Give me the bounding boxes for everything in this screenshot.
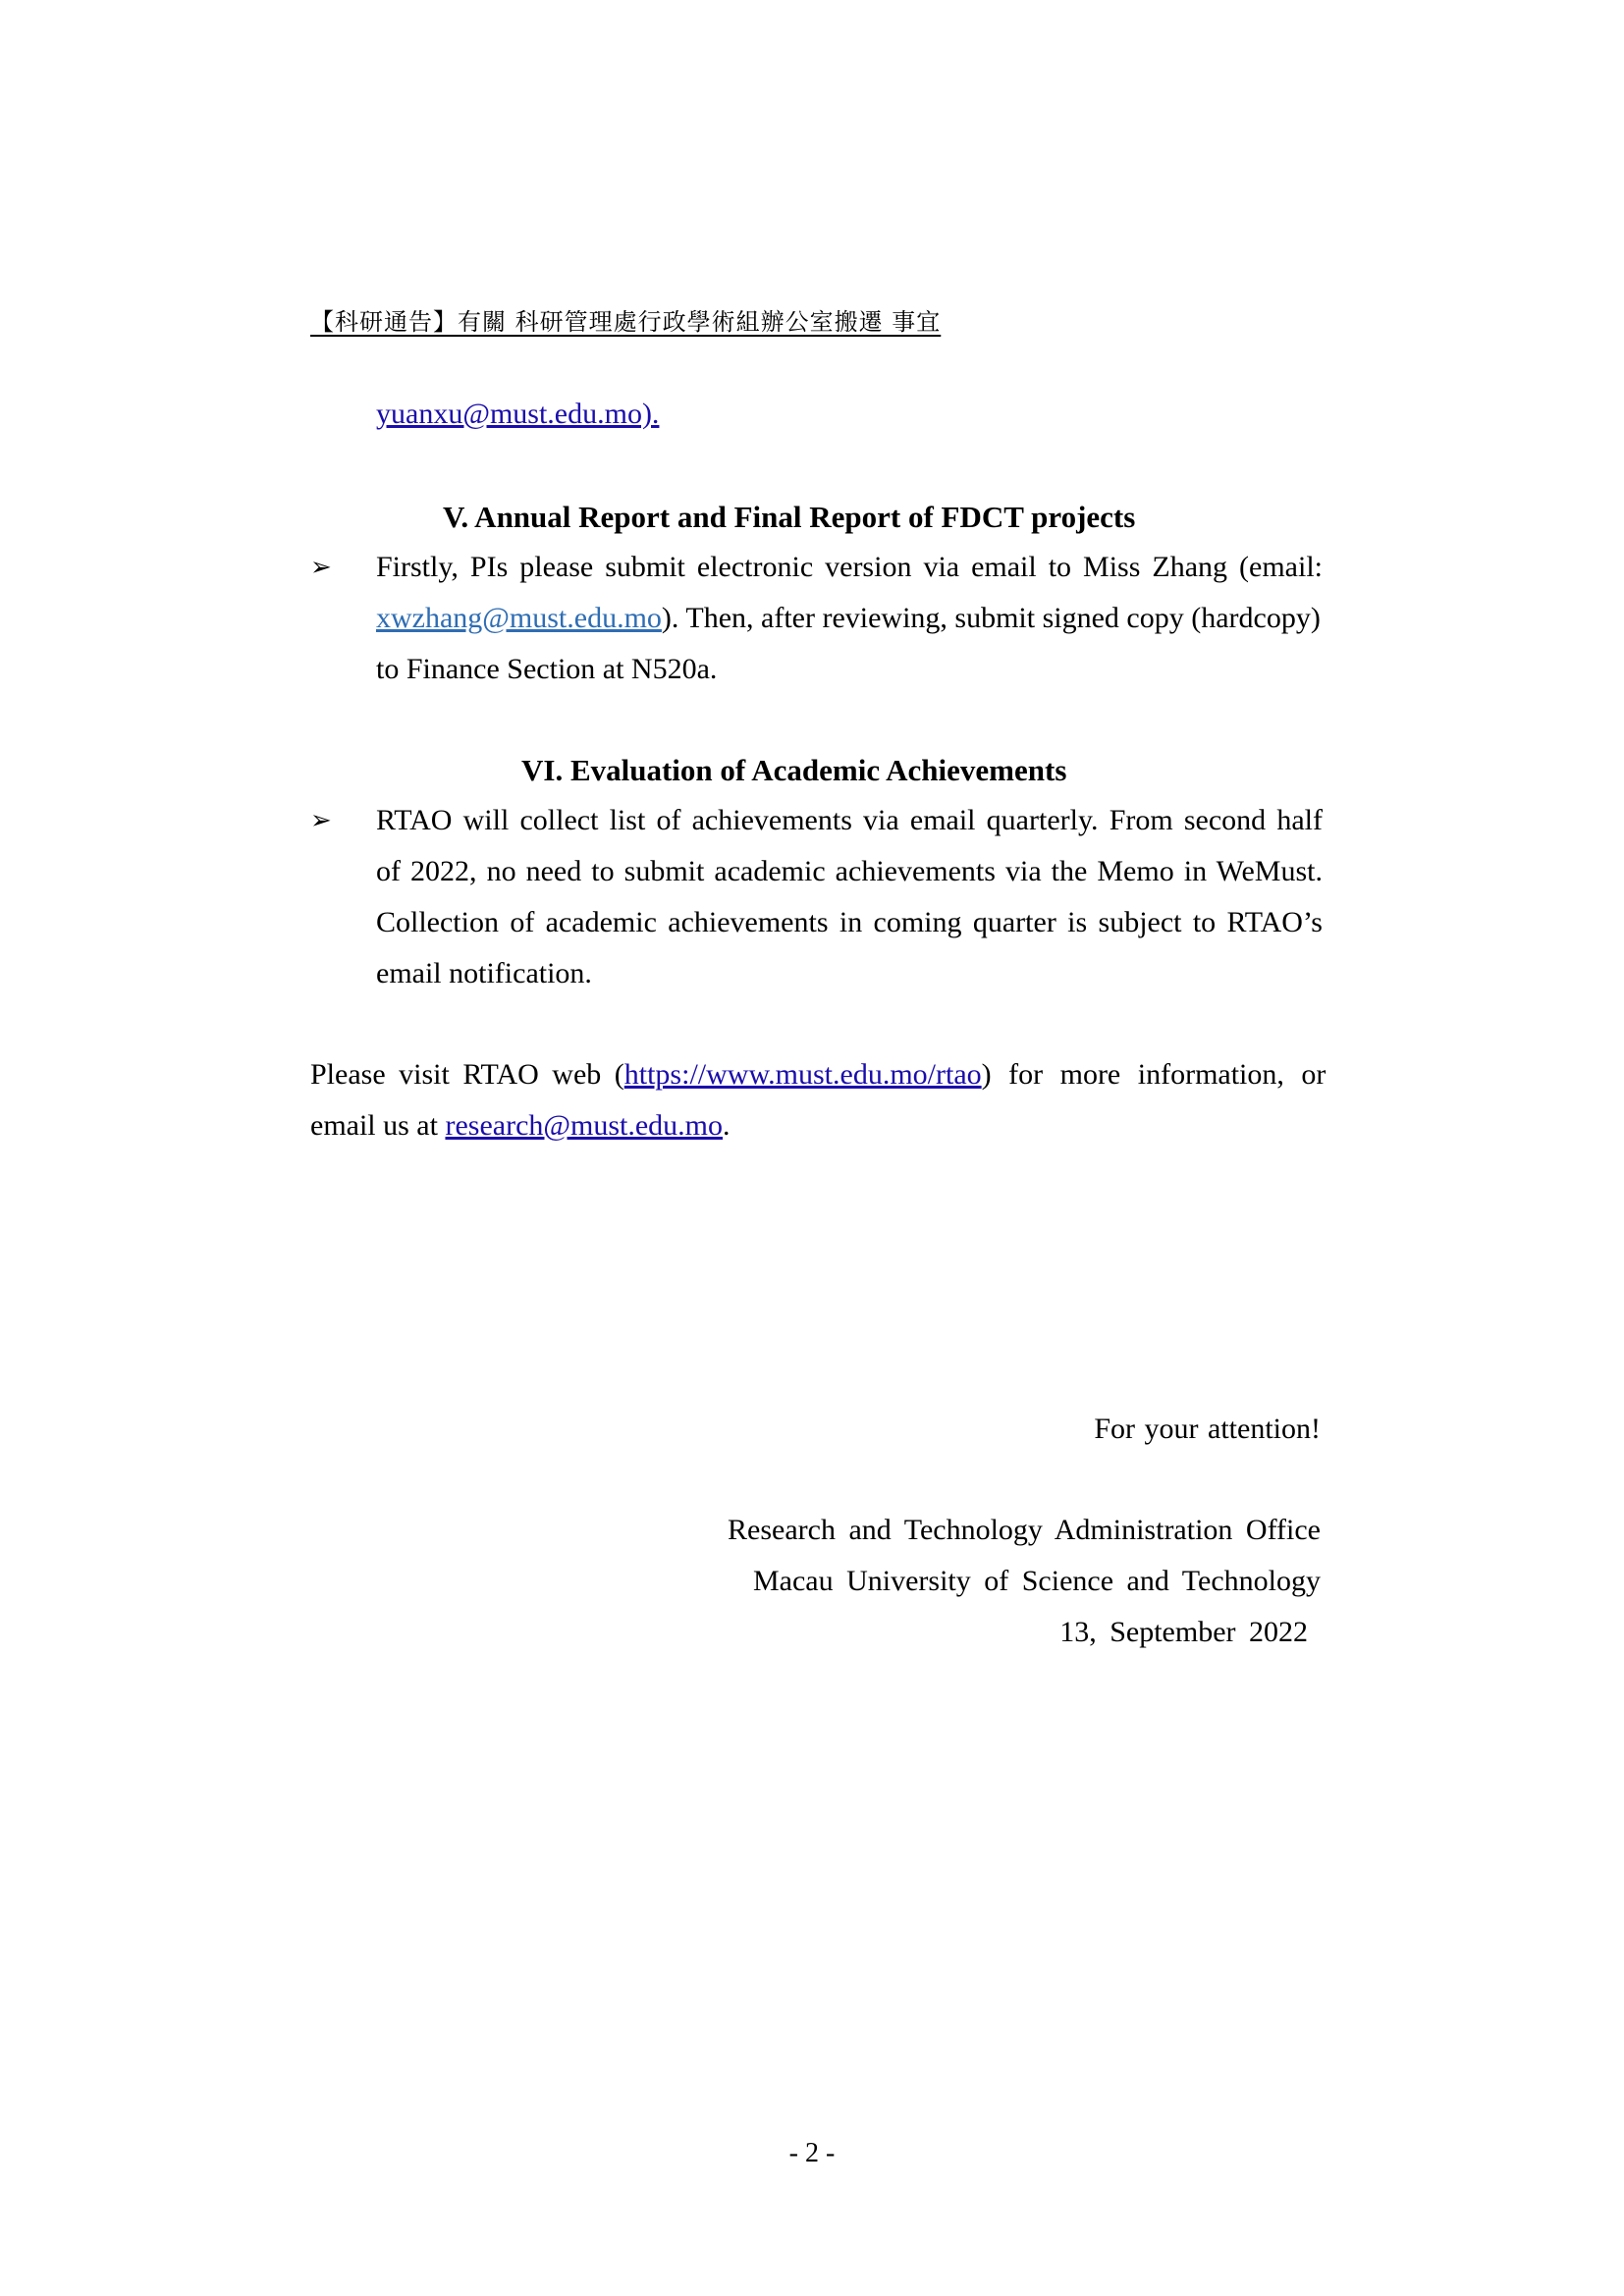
contact-line-1 [310, 1055, 1326, 1095]
section-6-line-2: of 2022, no need to submit academic achievements via the Memo in WeMust. [376, 855, 1323, 887]
closing-university: Macau University of Science and Technology [752, 1565, 1321, 1597]
continued-email-line [376, 395, 659, 434]
page-number: - 2 - [788, 2138, 836, 2168]
contact-email-suffix: . [723, 1109, 731, 1142]
contact-line-2 [310, 1106, 731, 1146]
section-6-heading: VI. Evaluation of Academic Achievements [521, 753, 1067, 787]
section-5-line-3: to Finance Section at N520a. [376, 653, 718, 685]
section-6-line-3: Collection of academic achievements in coming quarter is subject to RTAO’s [376, 906, 1323, 938]
contact-text-after-url: ) for more information, or [981, 1058, 1326, 1091]
xwzhang-email-link[interactable]: xwzhang@must.edu.mo [376, 602, 662, 634]
section-5-line-1: Firstly, PIs please submit electronic version via email to Miss Zhang (email: [376, 551, 1323, 583]
closing-office: Research and Technology Administration Office [728, 1514, 1321, 1546]
section-5-heading: V. Annual Report and Final Report of FDCT projects [443, 500, 1136, 534]
rtao-web-link[interactable]: https://www.must.edu.mo/rtao [623, 1058, 982, 1091]
section-5-line-2-text: ). Then, after reviewing, submit signed copy (hardcopy) [661, 602, 1321, 634]
section-6-bullet-icon: ➢ [310, 806, 332, 835]
section-6-line-4: email notification. [376, 957, 592, 989]
contact-text-before-url: Please visit RTAO web ( [310, 1058, 624, 1091]
continued-email-link[interactable]: yuanxu@must.edu.mo). [376, 398, 660, 430]
section-5-line-2 [376, 599, 1321, 638]
closing-date: 13, September 2022 [1059, 1616, 1308, 1648]
section-5-bullet-icon: ➢ [310, 553, 332, 582]
closing-attention: For your attention! [1094, 1413, 1321, 1445]
research-email-link[interactable]: research@must.edu.mo [445, 1109, 724, 1142]
contact-email-prefix: email us at [310, 1109, 446, 1142]
notice-title: 【科研通告】有關 科研管理處行政學術組辦公室搬遷 事宜 [310, 308, 942, 336]
section-6-line-1: RTAO will collect list of achievements via email quarterly. From second half [376, 804, 1323, 836]
